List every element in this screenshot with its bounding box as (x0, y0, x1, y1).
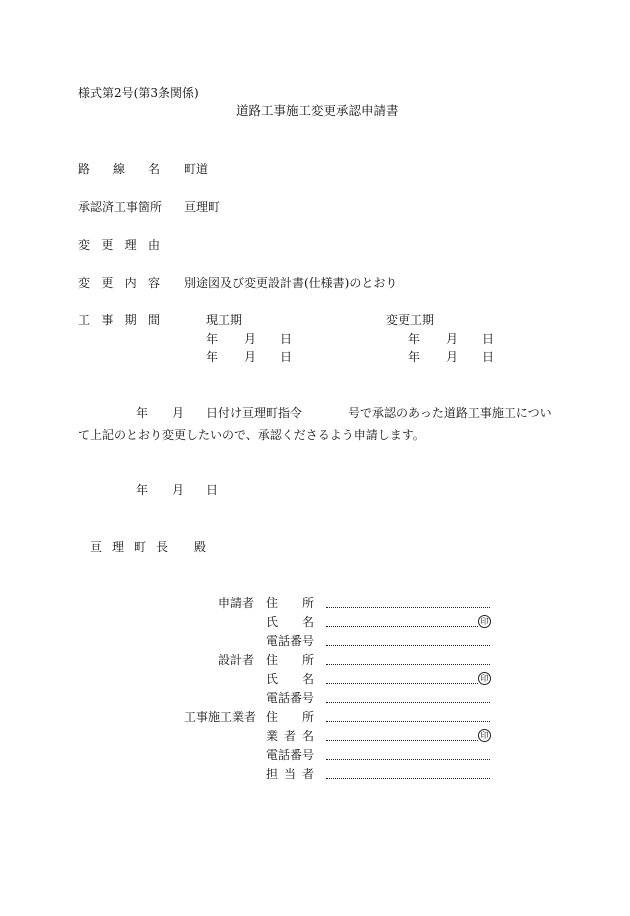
changed-start-day: 日 (482, 332, 495, 346)
body-mid: 日付け亘理町指令 (206, 406, 303, 420)
period-label: 工 事 期 間 (78, 313, 160, 327)
designer-name-line[interactable] (326, 683, 478, 684)
content-label: 変 更 内 容 (78, 276, 160, 290)
submit-day: 日 (206, 483, 219, 497)
contractor-phone-label: 電話番号 (266, 748, 315, 762)
designer-phone-label: 電話番号 (266, 691, 315, 705)
contractor-address-line[interactable] (326, 721, 490, 722)
body-end: 号で承認のあった道路工事施工につい (348, 406, 552, 420)
designer-address-line[interactable] (326, 664, 490, 665)
designer-address-label: 住 所 (266, 653, 314, 667)
designer-seal-icon: 印 (478, 672, 491, 685)
contractor-group-label: 工事施工業者 (184, 710, 257, 724)
current-end-day: 日 (280, 350, 293, 364)
designer-phone-line[interactable] (326, 702, 490, 703)
changed-end-year: 年 (408, 350, 421, 364)
content-value: 別途図及び変更設計書(仕様書)のとおり (184, 276, 398, 290)
contractor-person-label: 担 当 者 (266, 767, 314, 781)
applicant-name-line[interactable] (326, 626, 478, 627)
applicant-group-label: 申請者 (218, 596, 255, 610)
current-start-year: 年 (206, 332, 219, 346)
addressee-honorific: 殿 (194, 540, 207, 554)
submit-year: 年 (136, 483, 149, 497)
location-value: 亘理町 (184, 200, 221, 214)
contractor-address-label: 住 所 (266, 710, 314, 724)
current-end-year: 年 (206, 350, 219, 364)
applicant-seal-icon: 印 (478, 615, 491, 628)
current-end-month: 月 (244, 350, 257, 364)
form-label: 様式第2号(第3条関係) (78, 86, 199, 100)
changed-start-month: 月 (446, 332, 459, 346)
changed-start-year: 年 (408, 332, 421, 346)
current-start-day: 日 (280, 332, 293, 346)
route-value: 町道 (184, 162, 209, 176)
submit-month: 月 (172, 483, 185, 497)
applicant-phone-label: 電話番号 (266, 634, 315, 648)
document-title: 道路工事施工変更承認申請書 (236, 103, 399, 118)
addressee-name: 亘 理 町 長 (90, 540, 168, 554)
designer-group-label: 設計者 (218, 653, 255, 667)
changed-end-month: 月 (446, 350, 459, 364)
current-period-label: 現工期 (206, 313, 243, 327)
location-label: 承認済工事箇所 (78, 200, 163, 214)
contractor-company-label: 業 者 名 (266, 729, 314, 743)
route-label: 路 線 名 (78, 162, 160, 176)
applicant-address-line[interactable] (326, 607, 490, 608)
contractor-company-line[interactable] (326, 740, 478, 741)
body-month: 月 (172, 406, 185, 420)
applicant-name-label: 氏 名 (266, 615, 314, 629)
designer-name-label: 氏 名 (266, 672, 314, 686)
contractor-phone-line[interactable] (326, 759, 490, 760)
current-start-month: 月 (244, 332, 257, 346)
changed-period-label: 変更工期 (386, 313, 435, 327)
changed-end-day: 日 (482, 350, 495, 364)
applicant-phone-line[interactable] (326, 645, 490, 646)
reason-label: 変 更 理 由 (78, 238, 160, 252)
applicant-address-label: 住 所 (266, 596, 314, 610)
body-line2: て上記のとおり変更したいので、承認くださるよう申請します。 (78, 428, 425, 442)
contractor-seal-icon: 印 (478, 729, 491, 742)
body-year: 年 (136, 406, 149, 420)
contractor-person-line[interactable] (326, 778, 490, 779)
